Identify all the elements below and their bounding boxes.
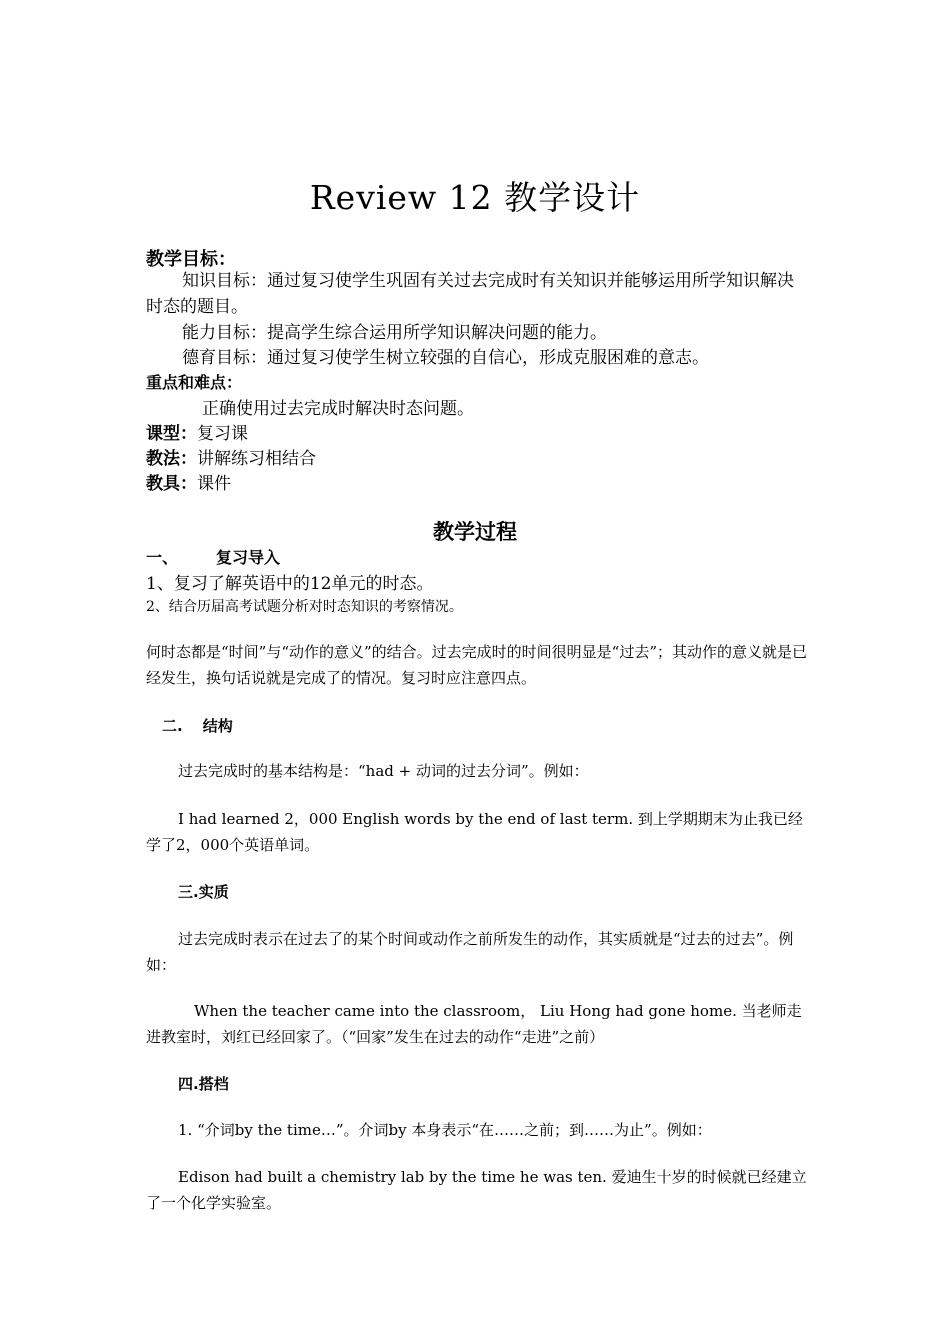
tools-line [146,469,808,494]
section1-paragraph: 何时态都是“时间”与“动作的意义”的结合。过去完成时的时间很明显是“过去”；其动作的意义就是已经发生，换句话说就是完成了的情况。复习时应注意四点。 [146,643,808,687]
objectives-heading: 教学目标： [146,249,236,270]
method-value: 讲解练习相结合 [197,449,316,469]
key-points-heading: 重点和难点： [146,373,243,392]
method-line [146,444,808,469]
section1-item2: 2、结合历届高考试题分析对时态知识的考察情况。 [146,599,463,615]
section3-example: When the teacher came into the classroom， Liu Hong had gone home. 当老师走进教室时，刘红已经回家了。（“回家”发生在过去的动作“走进”之前） [146,1002,802,1046]
section1-item1: 1、复习了解英语中的12单元的时态。 [146,574,434,594]
section2-heading [162,715,824,736]
section2-example: I had learned 2，000 English words by the end of last term. 到上学期期末为止我已经学了2，000个英语单词。 [146,810,803,854]
section3-text: 过去完成时表示在过去了的某个时间或动作之前所发生的动作，其实质就是“过去的过去”。例如： [146,930,794,974]
tools-label: 教具： [146,474,197,494]
section2-title: 结构 [202,717,233,735]
tools-value: 课件 [197,474,231,494]
section4-point1: 1. “介词by the time…”。介词by 本身表示“在……之前；到……为止”。例如： [178,1121,712,1139]
objective-ability: 能力目标：提高学生综合运用所学知识解决问题的能力。 [182,323,607,343]
objective-moral: 德育目标：通过复习使学生树立较强的自信心，形成克服困难的意志。 [182,348,709,368]
key-points-text: 正确使用过去完成时解决时态问题。 [202,399,474,419]
section1-number: 一、 [146,548,179,567]
section1-heading [146,545,808,568]
document-title: Review 12 教学设计 [309,178,641,217]
section2-number: 二. [162,717,183,735]
process-heading: 教学过程 [433,520,517,544]
lesson-type-value: 复习课 [197,424,248,444]
method-label: 教法： [146,449,197,469]
lesson-type-label: 课型： [146,424,197,444]
objective-knowledge: 知识目标：通过复习使学生巩固有关过去完成时有关知识并能够运用所学知识解决时态的题目。 [146,271,794,317]
lesson-type-line [146,419,808,444]
section3-heading: 三.实质 [178,883,229,901]
section4-heading: 四.搭档 [178,1075,229,1093]
section1-title: 复习导入 [216,548,281,567]
section4-example: Edison had built a chemistry lab by the time he was ten. 爱迪生十岁的时候就已经建立了一个化学实验室。 [146,1168,807,1212]
section2-text: 过去完成时的基本结构是：“had + 动词的过去分词”。例如： [178,762,589,780]
